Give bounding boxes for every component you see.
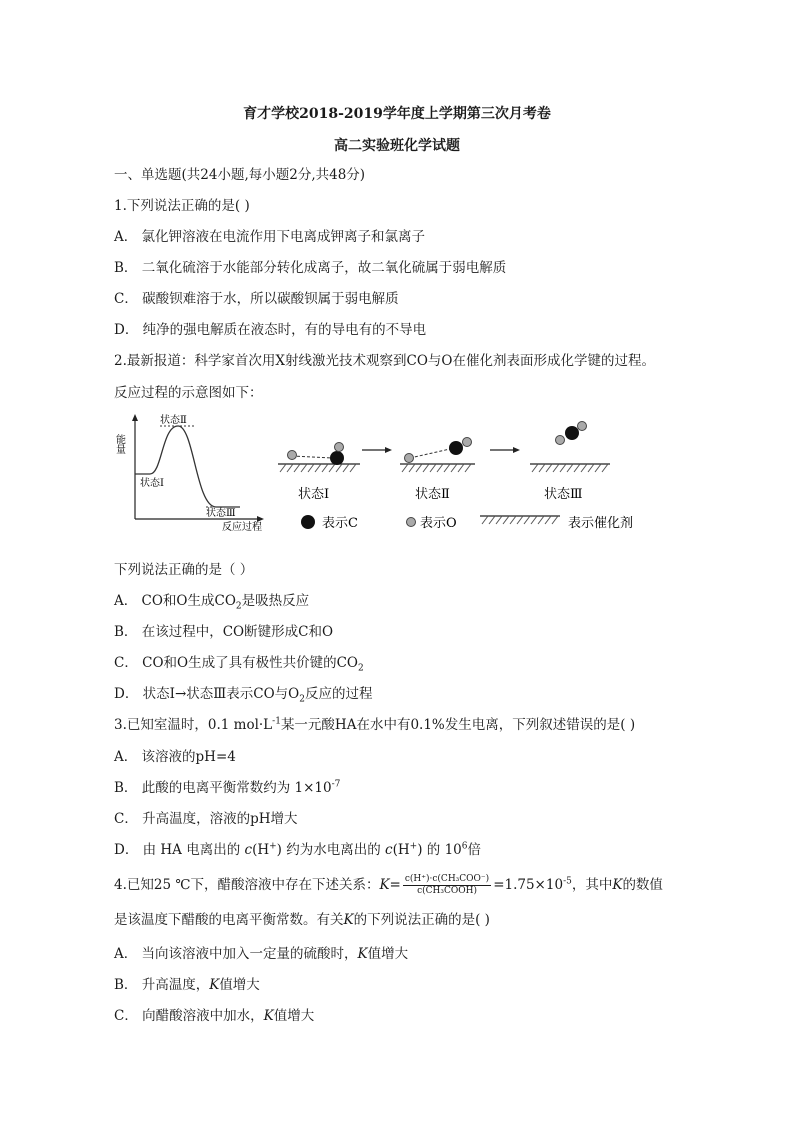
legend-catalyst-label: 表示催化剂	[568, 516, 634, 531]
q3-option-d: D． 由 HA 电离出的 c(H+) 约为水电离出的 c(H+) 的 $10^6$倍	[114, 841, 481, 858]
oxygen-atom	[405, 454, 414, 463]
state1-illustration	[278, 443, 360, 503]
x-axis-label: 反应过程	[222, 522, 262, 533]
q1-stem: 1.下列说法正确的是( )	[114, 198, 250, 214]
carbon-atom	[330, 451, 344, 465]
y-axis-label: 能量	[113, 434, 125, 454]
q1-option-c: C． 碳酸钡难溶于水，所以碳酸钡属于弱电解质	[114, 291, 399, 307]
carbon-atom	[565, 426, 579, 440]
figure-legend	[301, 515, 633, 531]
q2-option-d: D． 状态Ⅰ→状态Ⅲ表示CO与$O_2$反应的过程	[114, 686, 373, 705]
section-heading: 一、单选题(共24小题,每小题2分,共48分)	[114, 167, 366, 183]
legend-carbon-icon	[301, 515, 315, 529]
exam-subtitle: 高二实验班化学试题	[334, 138, 460, 154]
state1-caption: 状态Ⅰ	[298, 487, 330, 502]
q3-option-a: A． 该溶液的pH=4	[114, 749, 236, 765]
q2-prompt: 下列说法正确的是（ ）	[114, 562, 254, 578]
q1-option-d: D． 纯净的强电解质在液态时，有的导电有的不导电	[114, 322, 427, 338]
reaction-diagram	[110, 412, 690, 542]
legend-oxygen-label: 表示O	[420, 516, 457, 531]
q2-option-b: B． 在该过程中，CO断键形成C和O	[114, 624, 334, 640]
q4-option-c: C． 向醋酸溶液中加水，K值增大	[114, 1008, 315, 1024]
q2-option-c: C． CO和O生成了具有极性共价键的$CO_2$	[114, 655, 364, 674]
q4-formula-fraction: $\frac{\text{c(H⁺)·c(CH₃COO⁻)}}{\text{c(CH₃COOH)}}$	[404, 874, 490, 896]
state2-illustration	[400, 438, 475, 503]
q3-option-c: C． 升高温度，溶液的pH增大	[114, 811, 298, 827]
energy-label-state2: 状态Ⅱ	[160, 415, 187, 426]
q4-stem-line1: 4.已知25 ℃下，醋酸溶液中存在下述关系：K= $\frac{\text{c(H⁺)·c(CH₃COO⁻)}}{\text{c(CH₃COOH)}}$ $=1.75\times 10^{-5}$，其中K的数值	[114, 874, 663, 896]
state3-illustration	[530, 422, 610, 503]
q4-stem-line2: 是该温度下醋酸的电离平衡常数。有关K的下列说法正确的是( )	[114, 912, 490, 928]
energy-label-state1: 状态Ⅰ	[140, 478, 164, 489]
oxygen-atom	[288, 451, 297, 460]
state3-caption: 状态Ⅲ	[544, 487, 583, 502]
oxygen-atom	[463, 438, 472, 447]
q4-option-b: B． 升高温度，K值增大	[114, 977, 260, 993]
legend-oxygen-icon	[407, 518, 416, 527]
q2-option-a: A． CO和O生成$CO_2$是吸热反应	[114, 593, 310, 612]
oxygen-atom	[578, 422, 587, 431]
q4-option-a: A． 当向该溶液中加入一定量的硫酸时，K值增大	[114, 946, 409, 962]
q1-option-a: A． 氯化钾溶液在电流作用下电离成钾离子和氯离子	[114, 229, 426, 245]
reaction-diagram-svg	[110, 412, 690, 542]
legend-carbon-label: 表示C	[322, 516, 358, 531]
exam-title: 育才学校2018-2019学年度上学期第三次月考卷	[243, 106, 551, 122]
q3-stem: 3.已知室温时，0.1 $mol\cdot L^{-1}$某一元酸HA在水中有0.1%发生电离，下列叙述错误的是( )	[114, 716, 636, 733]
oxygen-atom	[556, 436, 565, 445]
state2-caption: 状态Ⅱ	[415, 487, 450, 502]
oxygen-atom	[335, 443, 344, 452]
carbon-atom	[449, 441, 463, 455]
q3-option-b: B． 此酸的电离平衡常数约为 $1\times 10^{-7}$	[114, 779, 341, 796]
energy-label-state3: 状态Ⅲ	[206, 508, 236, 519]
q2-stem-line1: 2.最新报道：科学家首次用X射线激光技术观察到CO与O在催化剂表面形成化学键的过程。	[114, 353, 655, 369]
energy-profile	[114, 413, 265, 533]
q2-stem-line2: 反应过程的示意图如下：	[114, 385, 263, 401]
q1-option-b: B． 二氧化硫溶于水能部分转化成离子，故二氧化硫属于弱电解质	[114, 260, 507, 276]
